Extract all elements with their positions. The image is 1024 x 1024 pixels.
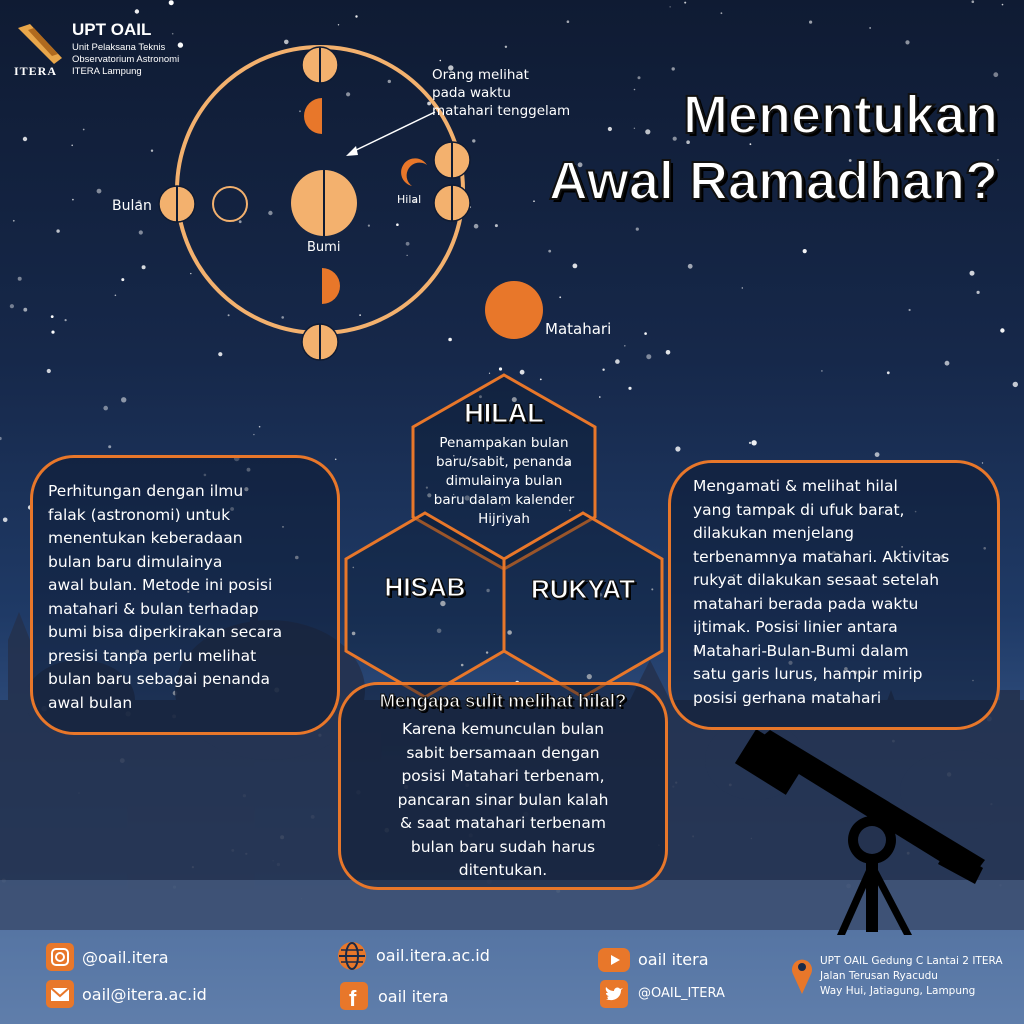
star xyxy=(51,331,54,334)
star xyxy=(666,350,671,355)
star xyxy=(887,371,890,374)
star xyxy=(505,46,507,48)
star xyxy=(108,445,111,448)
globe-icon[interactable] xyxy=(336,940,368,972)
star xyxy=(495,224,498,227)
title-line-2: Awal Ramadhan? xyxy=(548,151,998,211)
star xyxy=(228,314,230,316)
star xyxy=(10,304,14,308)
star xyxy=(599,396,601,398)
star xyxy=(448,338,452,342)
star xyxy=(268,211,272,215)
label-matahari: Matahari xyxy=(545,320,612,338)
facebook-name[interactable]: oail itera xyxy=(378,987,449,1006)
star xyxy=(359,314,361,316)
star xyxy=(472,139,475,142)
hilal-crescent xyxy=(401,158,427,186)
star xyxy=(72,199,74,201)
hilal-heading: HILAL xyxy=(464,398,544,428)
star xyxy=(299,110,301,112)
star xyxy=(23,137,27,141)
star xyxy=(977,291,980,294)
star xyxy=(721,12,723,14)
star xyxy=(982,462,983,463)
location-pin-icon xyxy=(790,954,814,994)
star xyxy=(567,20,570,23)
twitter-handle[interactable]: @OAIL_ITERA xyxy=(638,986,725,1001)
star xyxy=(670,6,671,7)
sun xyxy=(485,281,543,339)
star xyxy=(338,24,339,25)
star xyxy=(139,230,143,234)
star xyxy=(489,373,490,374)
star xyxy=(142,265,146,269)
star xyxy=(1013,382,1018,387)
youtube-channel[interactable]: oail itera xyxy=(638,950,709,969)
star xyxy=(993,72,998,77)
label-bulan: Bulan xyxy=(112,198,152,214)
facebook-icon[interactable] xyxy=(340,982,368,1010)
star xyxy=(253,434,254,435)
star xyxy=(608,127,612,131)
star xyxy=(905,40,909,44)
instagram-icon[interactable] xyxy=(46,943,74,971)
itera-logo-icon xyxy=(18,24,62,64)
star xyxy=(742,287,743,288)
star xyxy=(135,9,139,13)
star xyxy=(634,89,636,91)
email-icon[interactable] xyxy=(46,980,74,1008)
star xyxy=(646,354,651,359)
star xyxy=(190,273,191,274)
star xyxy=(396,223,399,226)
svg-text:f: f xyxy=(349,986,357,1010)
star xyxy=(624,345,626,347)
title-line-1: Menentukan xyxy=(682,85,998,145)
star xyxy=(945,361,950,366)
address: UPT OAIL Gedung C Lantai 2 ITERA Jalan Terusan Ryacudu Way Hui, Jatiagung, Lampung xyxy=(820,955,1003,997)
star xyxy=(909,309,911,311)
star xyxy=(821,370,823,372)
star xyxy=(3,518,8,523)
star xyxy=(71,145,73,147)
star xyxy=(749,442,751,444)
itera-wordmark: ITERA xyxy=(14,64,58,78)
hisab-description: Perhitungan dengan ilmu falak (astronomi) untuk menentukan keberadaan bulan baru dimulainya awal bulan. Metode ini posisi matahari & bulan terhadap bumi bisa diperkirakan secara presisi tanpa perlu melihat bulan baru sebagai penanda awal bulan xyxy=(48,482,283,712)
star xyxy=(636,228,639,231)
star xyxy=(13,220,15,222)
star xyxy=(540,379,542,381)
star xyxy=(573,264,578,269)
star xyxy=(688,264,693,269)
star xyxy=(284,40,289,45)
star xyxy=(18,277,22,281)
star xyxy=(172,33,174,35)
star xyxy=(407,255,408,256)
star xyxy=(47,369,51,373)
star xyxy=(23,308,27,312)
star xyxy=(559,296,561,298)
hisab-heading: HISAB xyxy=(384,572,466,602)
label-hilal: Hilal xyxy=(397,193,422,206)
star xyxy=(388,80,391,83)
star xyxy=(218,352,222,356)
email-address[interactable]: oail@itera.ac.id xyxy=(82,985,207,1004)
star xyxy=(499,367,502,370)
star xyxy=(520,370,525,375)
star xyxy=(346,92,350,96)
website-link[interactable]: oail.itera.ac.id xyxy=(376,946,490,965)
star xyxy=(121,397,126,402)
star xyxy=(970,271,975,276)
why-heading: Mengapa sulit melihat hilal? xyxy=(379,690,627,711)
star xyxy=(239,220,242,223)
star xyxy=(259,426,261,428)
star xyxy=(1000,328,1004,332)
observer-note: Orang melihat pada waktu matahari tenggelam xyxy=(432,67,571,119)
star xyxy=(803,249,807,253)
moon-phase-waxing xyxy=(322,268,340,304)
rukyat-description: Mengamati & melihat hilal yang tampak di ufuk barat, dilakukan menjelang terbenamnya matahari. Aktivitas rukyat dilakukan sesaat setelah matahari berada pada waktu ijtimak. Posisi linier antara Matahari-Bulan-Bumi dalam satu garis lurus, hampir mirip posisi gerhana matahari xyxy=(693,477,950,707)
star xyxy=(335,459,337,461)
star xyxy=(65,319,67,321)
star xyxy=(0,437,2,440)
star xyxy=(121,278,124,281)
why-description: Karena kemunculan bulan sabit bersamaan dengan posisi Matahari terbenam, pancaran sinar bulan kalah & saat matahari terbenam bulan baru sudah harus ditentukan. xyxy=(397,720,609,879)
twitter-icon[interactable] xyxy=(600,980,628,1008)
star xyxy=(675,446,680,451)
star xyxy=(684,2,686,4)
star xyxy=(151,150,153,152)
star xyxy=(281,316,284,319)
star xyxy=(972,0,975,3)
new-moon xyxy=(213,187,247,221)
star xyxy=(602,369,604,371)
star xyxy=(628,387,631,390)
star xyxy=(56,229,59,232)
star xyxy=(1002,4,1004,6)
star xyxy=(355,15,357,17)
star xyxy=(103,406,108,411)
org-subtitle: Unit Pelaksana Teknis Observatorium Astronomi ITERA Lampung xyxy=(72,42,180,77)
star xyxy=(548,250,551,253)
star xyxy=(406,242,410,246)
rukyat-heading: RUKYAT xyxy=(530,574,635,604)
star xyxy=(634,128,635,129)
star xyxy=(97,189,102,194)
star xyxy=(809,21,812,24)
star xyxy=(673,137,677,141)
star xyxy=(368,225,370,227)
star xyxy=(115,295,117,297)
star xyxy=(533,200,535,202)
star xyxy=(474,224,479,229)
star xyxy=(751,440,756,445)
star xyxy=(440,60,442,62)
star xyxy=(672,67,675,70)
youtube-icon[interactable] xyxy=(598,948,630,972)
moon-phase-waning xyxy=(304,98,322,134)
org-name: UPT OAIL xyxy=(72,20,152,39)
star xyxy=(615,359,620,364)
star xyxy=(645,129,650,134)
label-bumi: Bumi xyxy=(307,240,341,255)
hilal-description: Penampakan bulan baru/sabit, penanda dimulainya bulan baru dalam kalender Hijriyah xyxy=(433,435,575,527)
star xyxy=(644,332,647,335)
star xyxy=(869,27,870,28)
star xyxy=(875,452,880,457)
star xyxy=(51,315,54,318)
star xyxy=(169,0,174,5)
star xyxy=(638,76,641,79)
star xyxy=(83,129,85,131)
instagram-handle[interactable]: @oail.itera xyxy=(82,948,169,967)
